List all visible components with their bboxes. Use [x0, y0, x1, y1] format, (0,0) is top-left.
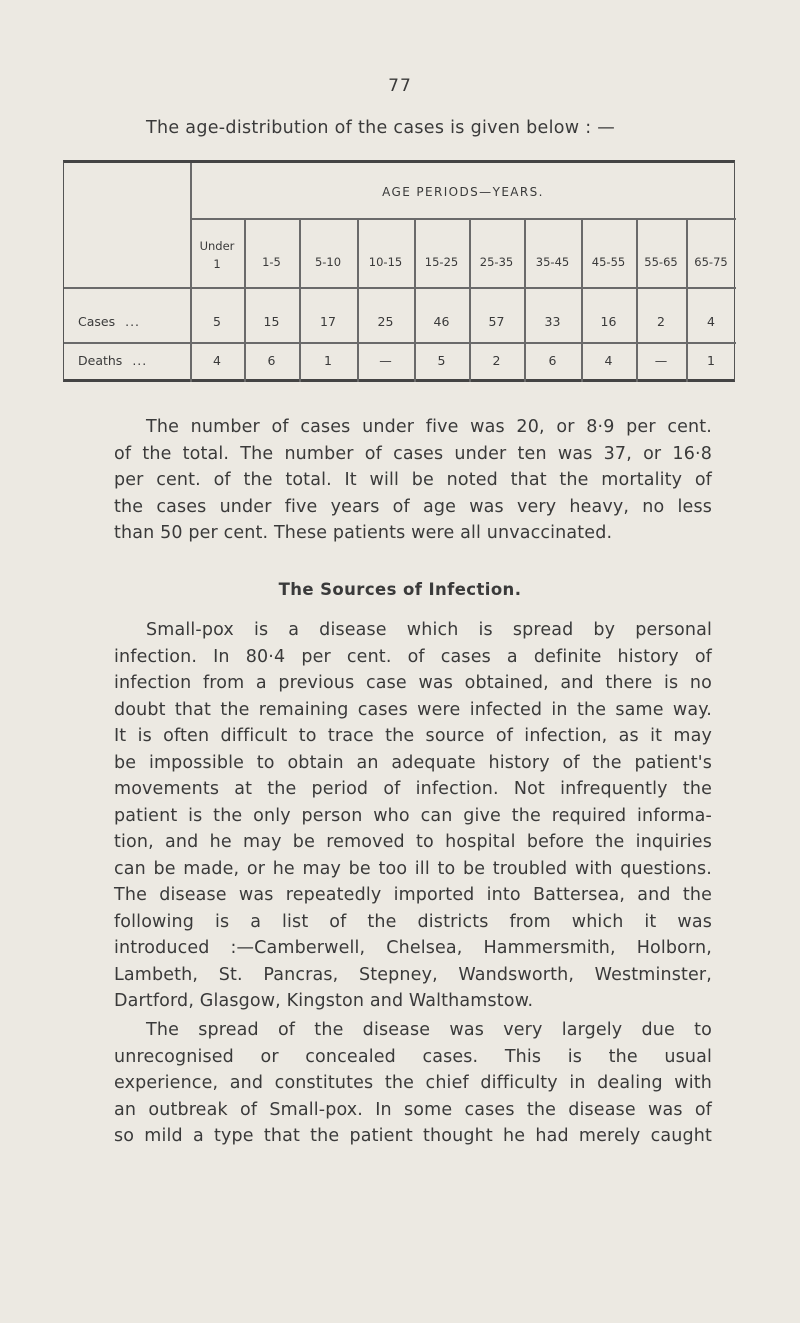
row-label-text: Deaths: [78, 353, 123, 368]
column-header-text: 1-5: [262, 255, 281, 269]
column-header: [636, 253, 686, 271]
text-line: It is often difficult to trace the source of infection, as it may: [114, 726, 712, 746]
paragraph-1: [114, 414, 712, 547]
column-header-text: 55-65: [644, 255, 678, 269]
row-label-text: Cases: [78, 314, 116, 329]
text-line: per cent. of the total. It will be noted that the mortality of: [114, 470, 712, 490]
table-cell: —: [654, 353, 668, 368]
text-line: doubt that the remaining cases were infected in the same way.: [114, 699, 712, 720]
column-header-text: 5-10: [314, 255, 342, 269]
text-line: experience, and constitutes the chief difficulty in dealing with: [114, 1073, 712, 1093]
text-line: Lambeth, St. Pancras, Stepney, Wandsworth, Westminster,: [114, 964, 712, 985]
column-header-text: 35-45: [535, 255, 570, 269]
table-cell: 46: [433, 314, 450, 329]
text-line: The spread of the disease was very largely due to: [146, 1020, 712, 1040]
text-line: infection. In 80·4 per cent. of cases a definite history of: [114, 646, 712, 667]
table-cell: 4: [707, 314, 715, 329]
row-label: [78, 353, 188, 368]
column-header: [190, 237, 244, 273]
text-line: be impossible to obtain an adequate history of the patient's: [114, 752, 712, 773]
text-line: so mild a type that the patient thought he had merely caught: [114, 1126, 712, 1146]
table-cell: 25: [377, 314, 394, 329]
table-cell: 5: [437, 353, 446, 368]
table-cell: 33: [544, 314, 561, 329]
table-cell: 6: [548, 353, 557, 368]
text-line: introduced :—Camberwell, Chelsea, Hammersmith, Holborn,: [114, 938, 712, 958]
column-header: [244, 253, 299, 271]
text-line: of the total. The number of cases under ten was 37, or 16·8: [114, 443, 712, 464]
page-number: 77: [388, 76, 412, 96]
table-cell: 17: [320, 314, 336, 329]
text-line: unrecognised or concealed cases. This is the usual: [114, 1046, 712, 1067]
text-line: than 50 per cent. These patients were all unvaccinated.: [114, 523, 613, 543]
paragraph-2: [114, 617, 712, 1015]
column-header-text: 65-75: [694, 255, 728, 269]
row-label: [78, 314, 188, 329]
header-bottom-rule: [64, 287, 736, 289]
table-cell: 16: [600, 314, 617, 329]
group-header: AGE PERIODS—YEARS.: [382, 185, 544, 199]
text-line: Small-pox is a disease which is spread by personal: [146, 620, 712, 640]
text-line: infection from a previous case was obtained, and there is no: [114, 673, 712, 693]
column-header-text: 45-55: [591, 255, 626, 269]
section-heading: The Sources of Infection.: [278, 580, 522, 599]
table-cell: 2: [492, 353, 501, 368]
text-line: movements at the period of infection. Not infrequently the: [114, 779, 712, 799]
table-cell: 4: [213, 353, 221, 368]
table-cell: 6: [267, 353, 276, 368]
text-line: tion, and he may be removed to hospital before the inquiries: [114, 832, 712, 852]
row-label-leader: ...: [125, 314, 141, 329]
table-cell: 57: [488, 314, 505, 329]
column-header: [299, 253, 357, 271]
intro-text: The age-distribution of the cases is given below : —: [146, 118, 616, 138]
paragraph-3: [114, 1017, 712, 1150]
table-cell: —: [379, 353, 392, 368]
table-cell: 5: [213, 314, 221, 329]
text-line: The number of cases under five was 20, or 8·9 per cent.: [146, 417, 712, 437]
table-cell: 2: [657, 314, 665, 329]
column-header: [686, 253, 736, 271]
header-divider: [190, 218, 736, 220]
column-header: [414, 253, 469, 271]
text-line: can be made, or he may be too ill to be troubled with questions.: [114, 858, 712, 879]
text-line: The disease was repeatedly imported into Battersea, and the: [114, 885, 712, 905]
text-line: Dartford, Glasgow, Kingston and Walthamstow.: [114, 991, 534, 1011]
row-divider: [64, 342, 736, 344]
table-cell: 15: [263, 314, 280, 329]
column-header: [357, 253, 414, 271]
text-line: the cases under five years of age was very heavy, no less: [114, 496, 712, 517]
age-distribution-table: [63, 160, 735, 382]
text-line: following is a list of the districts from which it was: [114, 911, 712, 932]
row-label-leader: ...: [132, 353, 148, 368]
table-cell: 4: [604, 353, 613, 368]
column-header: [469, 253, 524, 271]
column-header-text: 10-15: [368, 255, 403, 269]
text-line: patient is the only person who can give the required informa-: [114, 805, 712, 826]
column-header: [524, 253, 581, 271]
column-header: [581, 253, 636, 271]
column-header-text: 1: [213, 257, 221, 271]
table-cell: 1: [324, 353, 332, 368]
text-line: an outbreak of Small-pox. In some cases the disease was of: [114, 1099, 712, 1120]
table-cell: 1: [707, 353, 715, 368]
column-header-text: Under: [199, 239, 235, 253]
column-header-text: 15-25: [424, 255, 459, 269]
column-header-text: 25-35: [479, 255, 514, 269]
